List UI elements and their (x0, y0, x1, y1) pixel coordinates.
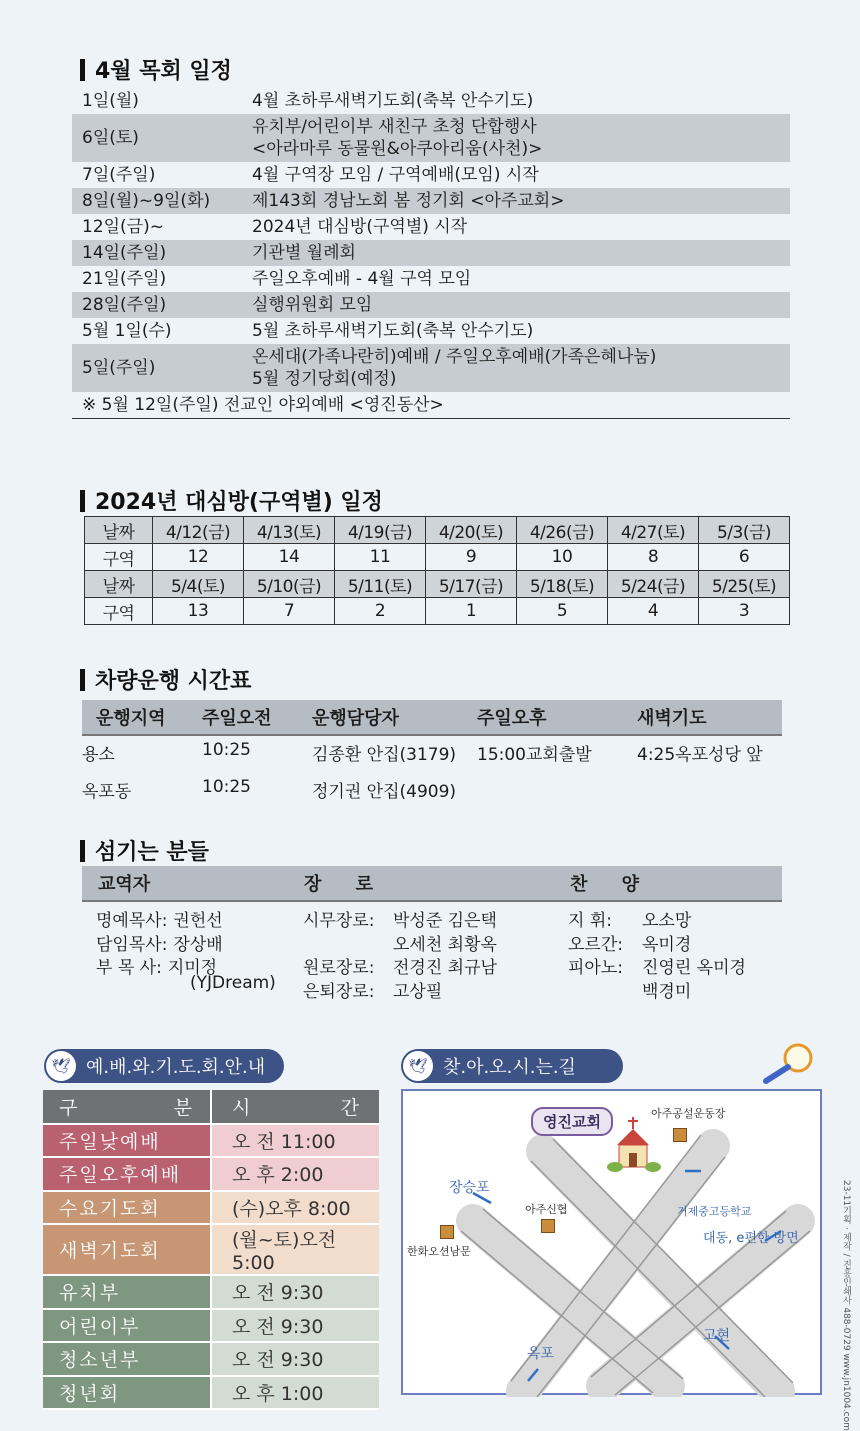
map-label-geoje-high: 거제중고등학교 (677, 1205, 752, 1218)
map-label-jangseungpo: 장승포 (449, 1180, 490, 1196)
visitation-title-text: 2024년 대심방(구역별) 일정 (95, 490, 383, 515)
directions-banner (401, 1049, 623, 1083)
visit-date-row (85, 571, 790, 598)
visit-date-cell: 5/24(금) (608, 571, 699, 598)
directions-map (401, 1089, 822, 1395)
worship-row (43, 1157, 379, 1191)
visit-district-cell: 14 (244, 544, 335, 571)
pastor-entry (96, 906, 223, 931)
worship-name: 청년회 (43, 1376, 211, 1410)
visit-district-label: 구역 (85, 544, 153, 571)
title-bar (80, 490, 85, 512)
worship-name: 주일낮예배 (43, 1124, 211, 1158)
bus-cell: 김종환 안집(3179) (312, 745, 457, 765)
bus-cell: 옥포동 (82, 782, 132, 802)
schedule-date: 6일(토) (82, 128, 139, 148)
worship-row (43, 1342, 379, 1376)
servants-header (82, 866, 782, 902)
bus-cell: 용소 (82, 745, 115, 765)
schedule-row (72, 266, 790, 292)
building-icon (541, 1219, 555, 1233)
visit-district-cell: 5 (517, 598, 608, 625)
elder-names: 박성준 김은택 (393, 911, 497, 931)
worship-name: 주일오후예배 (43, 1157, 211, 1191)
schedule-list (72, 88, 790, 419)
map-label-okpo: 옥포 (527, 1346, 555, 1362)
schedule-event: 5월 초하루새벽기도회(축복 안수기도) (252, 321, 534, 341)
pastor-role: 부 목 사: (96, 958, 162, 978)
pastor-entry (96, 930, 223, 955)
pastor-name: 장상배 (173, 934, 223, 955)
worship-time: 오 후 2:00 (211, 1157, 379, 1191)
bus-cell: 정기권 안집(4909) (312, 782, 457, 802)
title-bar (80, 59, 85, 81)
schedule-date: 1일(월) (82, 91, 139, 111)
schedule-note-row (72, 392, 790, 418)
visit-district-cell: 13 (153, 598, 244, 625)
schedule-row (72, 162, 790, 188)
music-role: 피아노: (568, 958, 623, 978)
bus-header-driver: 운행담당자 (312, 708, 399, 729)
visit-date-cell: 4/26(금) (517, 517, 608, 544)
directions-banner-text: 찾.아.오.시.는.길 (443, 1057, 576, 1078)
visit-date-cell: 4/12(금) (153, 517, 244, 544)
schedule-event: 2024년 대심방(구역별) 시작 (252, 217, 468, 237)
worship-banner-text: 예.배.와.기.도.회.안.내 (86, 1057, 266, 1078)
visit-date-cell: 4/27(토) (608, 517, 699, 544)
pastor-role: 담임목사: (96, 934, 168, 955)
visit-date-cell: 5/18(토) (517, 571, 608, 598)
visit-date-cell: 5/11(토) (335, 571, 426, 598)
music-role: 오르간: (568, 934, 623, 955)
schedule-title-text: 4월 목회 일정 (95, 59, 232, 84)
map-label-daedong: 대동, e편한 방면 (703, 1231, 799, 1246)
worship-banner (44, 1049, 284, 1083)
bus-header-afternoon: 주일오후 (477, 708, 547, 729)
printer-credit: 23-11기획 · 제작 / 진흥인쇄사 488-0729 www.jn1004.com (841, 1180, 851, 1431)
bus-header-morning: 주일오전 (202, 708, 272, 729)
servants-header-elders: 장 로 (304, 874, 388, 895)
pastor-role: 명예목사: (96, 911, 168, 931)
worship-name: 청소년부 (43, 1342, 211, 1376)
visit-date-cell: 5/3(금) (699, 517, 790, 544)
worship-header-row (43, 1090, 379, 1124)
worship-time: 오 전 9:30 (211, 1275, 379, 1309)
dove-icon: 🕊 (403, 1051, 433, 1081)
schedule-title (80, 54, 232, 85)
servants-header-pastors: 교역자 (98, 874, 151, 895)
schedule-date: 7일(주일) (82, 165, 156, 185)
worship-row (43, 1191, 379, 1225)
worship-time: 오 후 1:00 (211, 1376, 379, 1410)
servants-title-text: 섬기는 분들 (95, 840, 209, 865)
music-names: 진영린 옥미경 (642, 958, 746, 978)
visitation-title (80, 485, 383, 516)
pastor-sub: (YJDream) (190, 973, 276, 993)
visit-date-cell: 5/10(금) (244, 571, 335, 598)
worship-row (43, 1309, 379, 1343)
schedule-event: 제143회 경남노회 봄 정기회 <아주교회> (252, 191, 565, 211)
schedule-event: 실행위원회 모임 (252, 295, 373, 315)
church-label: 영진교회 (531, 1107, 613, 1136)
elder-names: 오세천 최황옥 (393, 934, 497, 955)
bus-header-dawn: 새벽기도 (637, 708, 707, 729)
schedule-event: 기관별 월례회 (252, 243, 356, 263)
map-label-sports-field: 아주공설운동장 (651, 1107, 726, 1120)
visit-district-cell: 6 (699, 544, 790, 571)
worship-name: 어린이부 (43, 1309, 211, 1343)
worship-header-time: 시 간 (211, 1090, 379, 1124)
visit-district-cell: 1 (426, 598, 517, 625)
building-icon (440, 1225, 454, 1239)
schedule-event: 온세대(가족나란히)예배 / 주일오후예배(가족은혜나눔) 5월 정기당회(예정) (252, 347, 657, 389)
visit-district-cell: 10 (517, 544, 608, 571)
dove-icon: 🕊 (46, 1051, 76, 1081)
schedule-row (72, 344, 790, 392)
schedule-date: 21일(주일) (82, 269, 167, 289)
worship-table (43, 1090, 379, 1410)
visit-date-cell: 5/4(토) (153, 571, 244, 598)
visit-district-cell: 8 (608, 544, 699, 571)
schedule-event: 유치부/어린이부 새친구 초청 단합행사 <아라마루 동물원&아쿠아리움(사천)> (252, 117, 543, 159)
worship-row (43, 1376, 379, 1410)
visit-date-cell: 4/20(토) (426, 517, 517, 544)
servants-header-music: 찬 양 (570, 874, 654, 895)
schedule-row (72, 318, 790, 344)
worship-time: 오 전 11:00 (211, 1124, 379, 1158)
schedule-row (72, 214, 790, 240)
worship-time: (수)오후 8:00 (211, 1191, 379, 1225)
music-names: 오소망 (642, 911, 692, 931)
bus-cell: 15:00교회출발 (477, 745, 592, 765)
visit-date-row (85, 517, 790, 544)
worship-row (43, 1124, 379, 1158)
title-bar (80, 669, 85, 691)
visit-date-label: 날짜 (85, 517, 153, 544)
visit-district-cell: 7 (244, 598, 335, 625)
visitation-table (84, 516, 790, 625)
schedule-date: 14일(주일) (82, 243, 167, 263)
elder-role: 원로장로: (303, 958, 375, 978)
music-names: 백경미 (642, 981, 692, 1002)
worship-time: 오 전 9:30 (211, 1309, 379, 1343)
schedule-date: 5일(주일) (82, 358, 156, 378)
bus-cell: 10:25 (202, 740, 251, 760)
schedule-event: 주일오후예배 - 4월 구역 모임 (252, 269, 472, 289)
map-label-aju-coop: 아주신협 (525, 1203, 568, 1216)
visit-date-label: 날짜 (85, 571, 153, 598)
music-role: 지 휘: (568, 911, 612, 931)
worship-time: (월~토)오전 5:00 (211, 1224, 379, 1275)
bus-cell: 4:25옥포성당 앞 (637, 745, 763, 765)
pastor-name: 지미정 (167, 958, 218, 978)
schedule-row (72, 292, 790, 318)
servants-title (80, 835, 209, 866)
title-bar (80, 840, 85, 862)
visit-district-cell: 9 (426, 544, 517, 571)
elder-role: 시무장로: (303, 911, 375, 931)
map-label-gohyeon: 고현 (703, 1328, 731, 1344)
bus-cell: 10:25 (202, 777, 251, 797)
bus-title (80, 664, 251, 695)
schedule-date: 28일(주일) (82, 295, 167, 315)
music-names: 옥미경 (642, 934, 692, 955)
visit-district-cell: 12 (153, 544, 244, 571)
worship-row (43, 1275, 379, 1309)
bus-title-text: 차량운행 시간표 (95, 669, 252, 694)
visit-district-label: 구역 (85, 598, 153, 625)
magnifier-icon (760, 1040, 820, 1086)
schedule-date: 5월 1일(수) (82, 321, 172, 341)
worship-header-kind: 구 분 (43, 1090, 211, 1124)
schedule-row (72, 114, 790, 162)
worship-name: 새벽기도회 (43, 1224, 211, 1275)
visit-date-cell: 4/13(토) (244, 517, 335, 544)
visit-district-row (85, 544, 790, 571)
schedule-row (72, 188, 790, 214)
bus-header-area: 운행지역 (96, 708, 166, 729)
elder-role: 은퇴장로: (303, 981, 375, 1002)
schedule-row (72, 88, 790, 114)
map-label-hanwha: 한화오션남문 (407, 1245, 471, 1258)
pastor-name: 권헌선 (173, 911, 223, 931)
visit-date-cell: 5/17(금) (426, 571, 517, 598)
schedule-event: 4월 초하루새벽기도회(축복 안수기도) (252, 91, 534, 111)
elder-names: 전경진 최규남 (393, 958, 497, 978)
visit-date-cell: 5/25(토) (699, 571, 790, 598)
visit-district-cell: 2 (335, 598, 426, 625)
visit-district-cell: 11 (335, 544, 426, 571)
worship-name: 수요기도회 (43, 1191, 211, 1225)
visit-district-cell: 4 (608, 598, 699, 625)
bus-header (82, 700, 782, 736)
visit-district-row (85, 598, 790, 625)
building-icon (673, 1128, 687, 1142)
schedule-row (72, 240, 790, 266)
schedule-note: ※ 5월 12일(주일) 전교인 야외예배 <영진동산> (82, 395, 444, 415)
worship-row (43, 1224, 379, 1275)
schedule-event: 4월 구역장 모임 / 구역예배(모임) 시작 (252, 165, 539, 185)
elder-names: 고상필 (393, 981, 443, 1002)
schedule-date: 12일(금)~ (82, 217, 164, 237)
worship-time: 오 전 9:30 (211, 1342, 379, 1376)
schedule-date: 8일(월)~9일(화) (82, 191, 211, 211)
worship-name: 유치부 (43, 1275, 211, 1309)
visit-date-cell: 4/19(금) (335, 517, 426, 544)
visit-district-cell: 3 (699, 598, 790, 625)
